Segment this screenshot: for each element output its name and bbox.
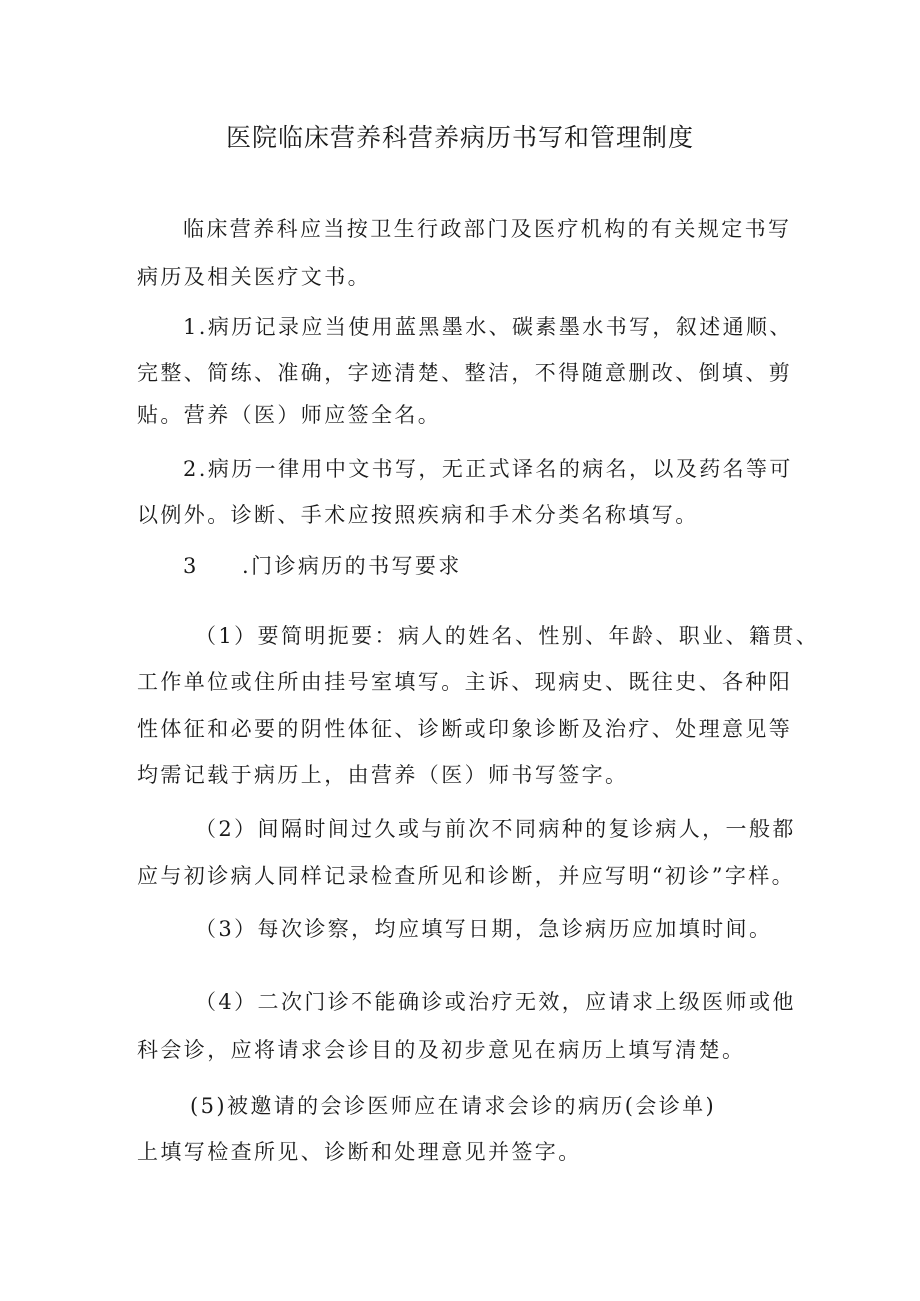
sub1-line-3: 性体征和必要的阴性体征、诊断或印象诊断及治疗、处理意见等 (137, 717, 793, 741)
intro-line-1: 临床营养科应当按卫生行政部门及医疗机构的有关规定书写 (183, 217, 792, 241)
intro-line-2: 病历及相关医疗文书。 (137, 265, 371, 289)
item3-heading: .门诊病历的书写要求 (242, 554, 462, 578)
sub3-line-1: （3）每次诊察，均应填写日期，急诊病历应加填时间。 (195, 917, 773, 941)
sub1-line-2: 工作单位或住所由挂号室填写。主诉、现病史、既往史、各种阳 (137, 670, 793, 694)
item2-line-2: 以例外。诊断、手术应按照疾病和手术分类名称填写。 (137, 503, 699, 527)
document-title: 医院临床营养科营养病历书写和管理制度 (225, 123, 694, 152)
sub4-line-2: 科会诊，应将请求会诊目的及初步意见在病历上填写清楚。 (137, 1038, 746, 1062)
item3-number: 3 (183, 554, 197, 578)
sub1-line-1: （1）要简明扼要：病人的姓名、性别、年龄、职业、籍贯、 (195, 624, 820, 648)
item1-line-3: 贴。营养（医）师应签全名。 (137, 403, 442, 427)
sub5-line-1: (5)被邀请的会诊医师应在请求会诊的病历(会诊单) (190, 1094, 717, 1118)
item1-line-1: 1.病历记录应当使用蓝黑墨水、碳素墨水书写，叙述通顺、 (183, 315, 793, 339)
sub2-line-2: 应与初诊病人同样记录检查所见和诊断，并应写明“初诊”字样。 (137, 864, 796, 888)
item2-line-1: 2.病历一律用中文书写，无正式译名的病名，以及药名等可 (183, 457, 793, 481)
item1-line-2: 完整、简练、准确，字迹清楚、整洁，不得随意删改、倒填、剪 (137, 361, 793, 385)
sub5-line-2: 上填写检查所见、诊断和处理意见并签字。 (137, 1140, 582, 1164)
sub1-line-4: 均需记载于病历上，由营养（医）师书写签字。 (137, 763, 629, 787)
sub2-line-1: （2）间隔时间过久或与前次不同病种的复诊病人，一般都 (195, 817, 796, 841)
sub4-line-1: （4）二次门诊不能确诊或治疗无效，应请求上级医师或他 (195, 990, 796, 1014)
